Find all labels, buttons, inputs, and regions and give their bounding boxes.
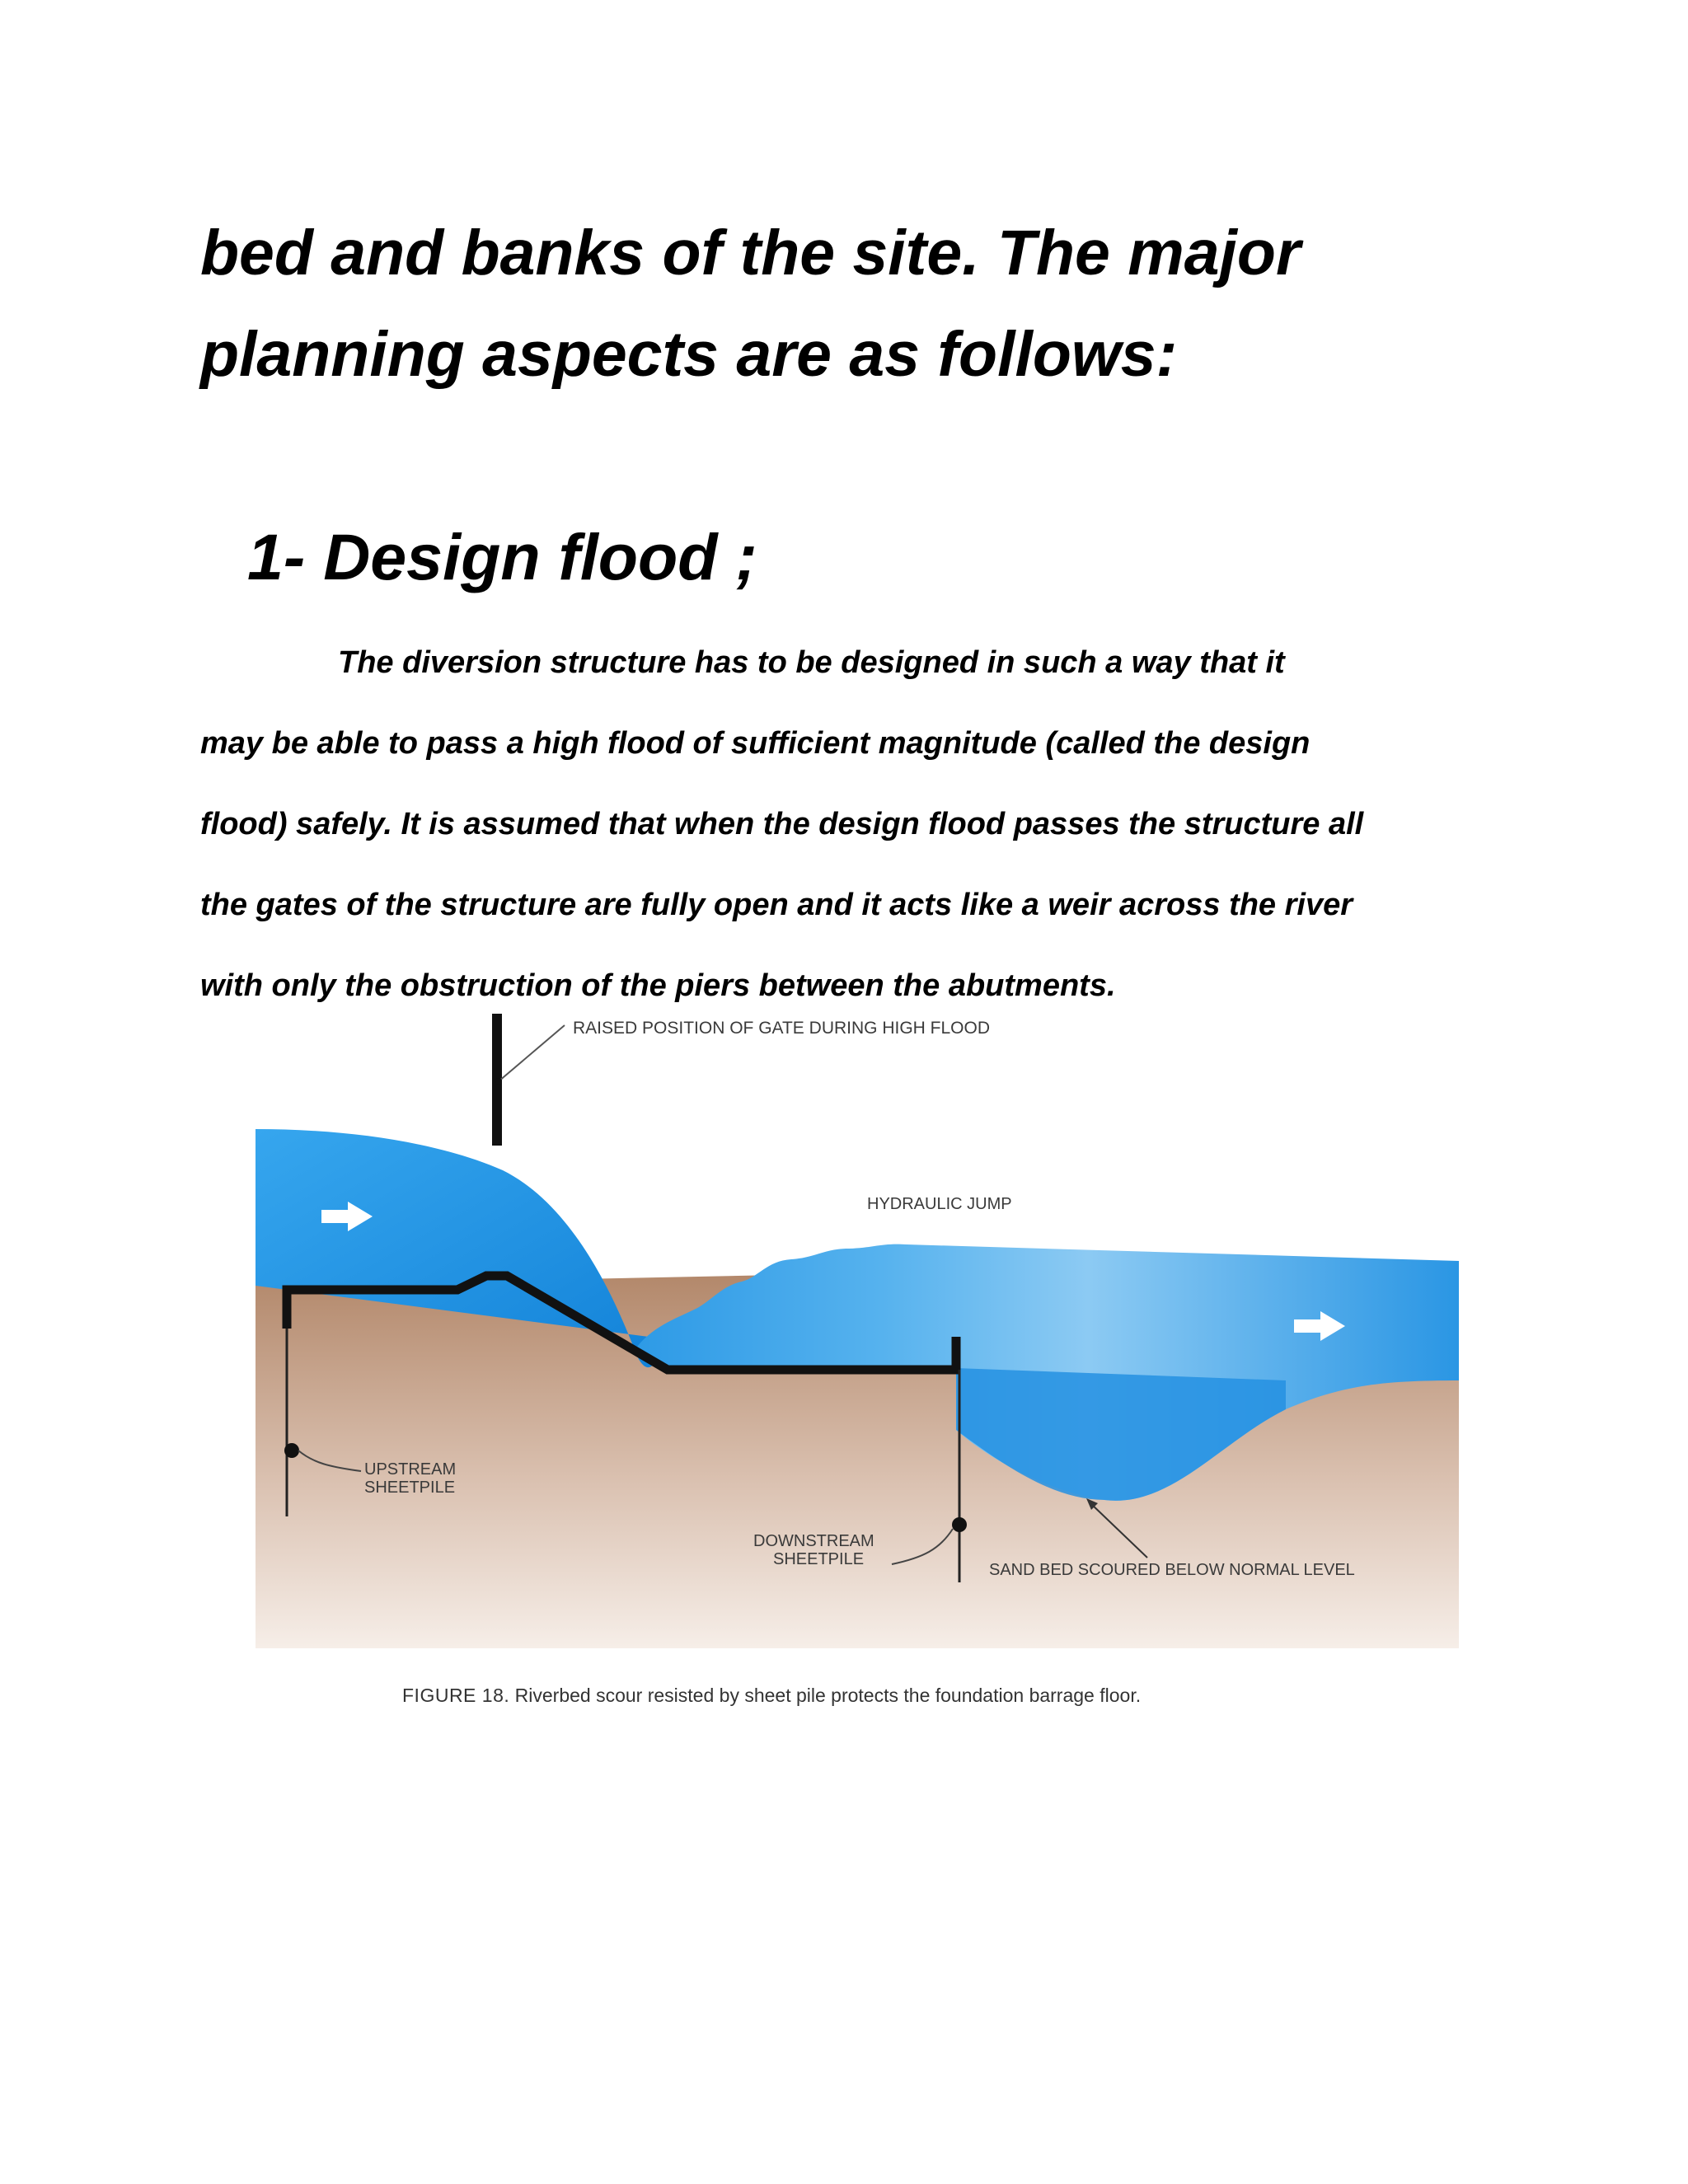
label-downstream-line1: DOWNSTREAM — [753, 1532, 874, 1550]
paragraph-line: flood) safely. It is assumed that when the design flood passes the structure all — [200, 807, 1364, 841]
intro-line: bed and banks of the site. The major — [200, 218, 1301, 288]
paragraph-line: the gates of the structure are fully open and it acts like a weir across the river — [200, 888, 1353, 922]
label-downstream-line2: SHEETPILE — [773, 1550, 865, 1568]
label-upstream-line1: UPSTREAM — [364, 1460, 457, 1479]
downstream-sheetpile-dot — [952, 1517, 967, 1532]
label-upstream-line2: SHEETPILE — [364, 1479, 456, 1497]
paragraph-line: The diversion structure has to be designed in such a way that it — [338, 645, 1285, 680]
paragraph-line: with only the obstruction of the piers between the abutments. — [200, 968, 1116, 1003]
caption-text: Riverbed scour resisted by sheet pile protects the foundation barrage floor. — [514, 1685, 1142, 1706]
paragraph-line: may be able to pass a high flood of sufficient magnitude (called the design — [200, 726, 1311, 761]
caption-label: FIGURE 18. — [402, 1685, 510, 1706]
barrage-diagram — [247, 1014, 1467, 1673]
gate-leader-line — [499, 1025, 565, 1081]
label-hydraulic-jump: HYDRAULIC JUMP — [867, 1195, 1012, 1213]
figure-caption — [402, 1685, 1391, 1707]
paragraph — [200, 622, 1536, 1026]
section-heading: 1- Design flood ; — [247, 520, 757, 593]
barrage-figure — [247, 1014, 1467, 1714]
gate-leader-dot — [495, 1078, 502, 1085]
label-raised-gate: RAISED POSITION OF GATE DURING HIGH FLOOD — [573, 1019, 990, 1038]
intro-line: planning aspects are as follows: — [200, 319, 1178, 390]
label-scour: SAND BED SCOURED BELOW NORMAL LEVEL — [989, 1561, 1355, 1579]
upstream-sheetpile-dot — [284, 1443, 299, 1458]
intro-text — [200, 203, 1536, 405]
